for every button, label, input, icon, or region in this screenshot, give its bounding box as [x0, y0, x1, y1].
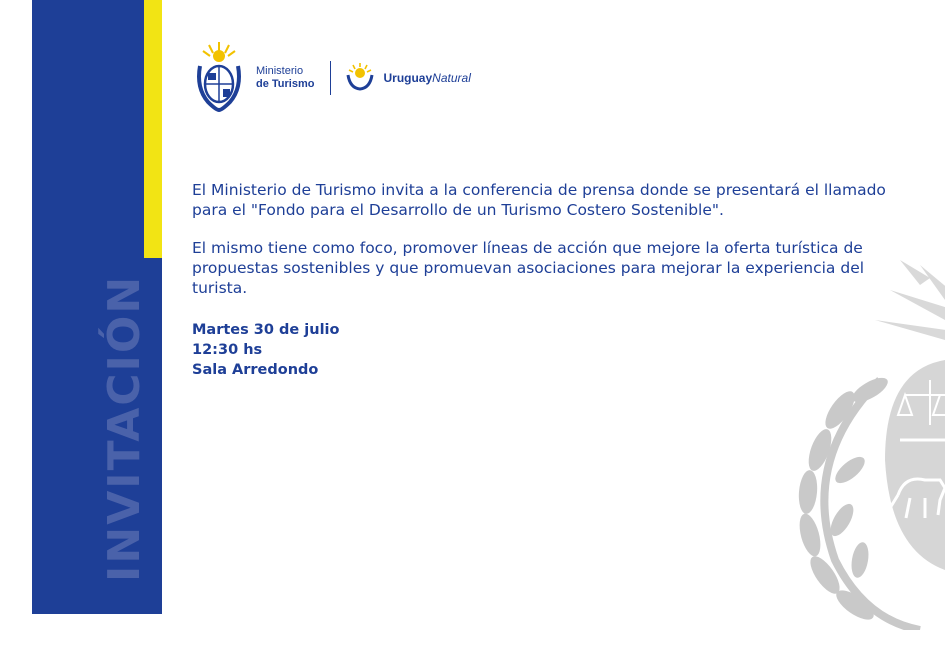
ministry-logo-line1: Ministerio [256, 65, 304, 77]
invitation-paragraph-1: El Ministerio de Turismo invita a la conferencia de prensa donde se presentará el llamado para el "Fondo para el Desarrollo de un Turismo Costero Sostenible". [192, 181, 886, 219]
header-logos [190, 40, 471, 116]
event-place: Sala Arredondo [192, 362, 319, 378]
sun-wave-icon [345, 61, 375, 96]
invitation-vertical-label: INVITACIÓN [99, 274, 150, 582]
invitation-paragraph-2: El mismo tiene como foco, promover líneas de acción que mejore la oferta turística de propuestas sostenibles y que promuevan asociaciones para mejorar la experiencia del turista. [192, 239, 865, 297]
uruguay-coat-of-arms-icon [190, 40, 248, 117]
event-time: 12:30 hs [192, 342, 263, 358]
event-date: Martes 30 de julio [192, 322, 340, 338]
yellow-accent-stripe [144, 0, 162, 258]
ministry-logo-text [256, 65, 314, 91]
logo-divider [330, 61, 331, 95]
brand-logo-text [383, 71, 470, 85]
ministry-logo-line2: de Turismo [256, 78, 315, 90]
brand-name-italic: Natural [432, 71, 471, 85]
coat-of-arms-watermark-icon [780, 260, 945, 630]
brand-name-bold: Uruguay [383, 71, 433, 85]
